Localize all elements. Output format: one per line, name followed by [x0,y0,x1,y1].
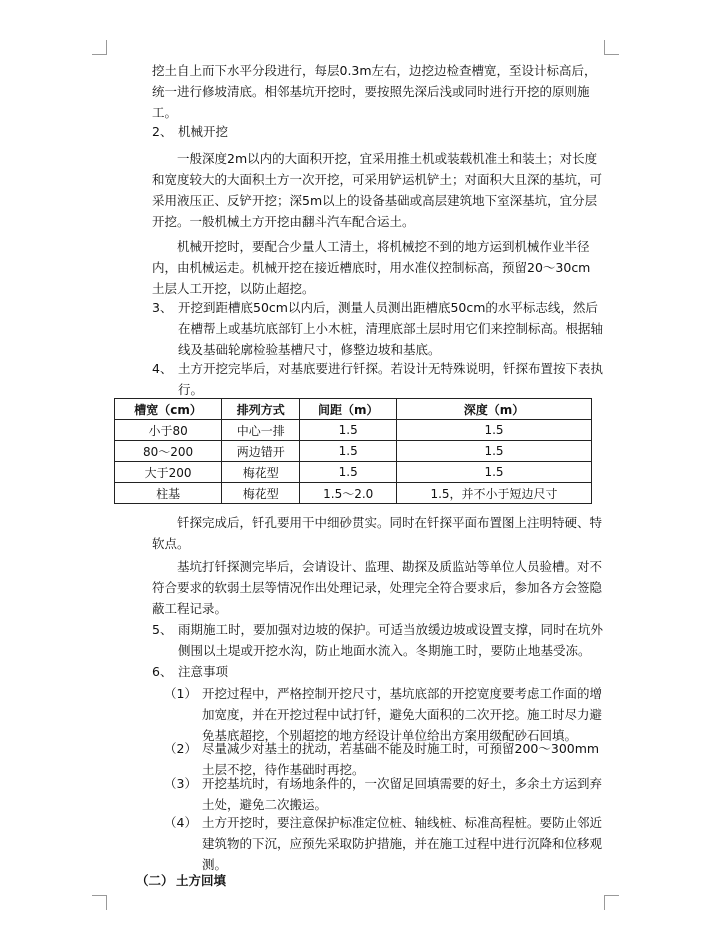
item-6-number: 6、 [152,664,173,679]
section-heading: 土方回填 [176,873,227,888]
table-cell: 小于80 [115,420,222,441]
table-cell: 梅花型 [222,462,300,483]
note-4-number: （4） [164,815,197,830]
crop-mark-top-left [92,40,107,55]
intro-paragraph: 挖土自上而下水平分段进行，每层0.3m左右，边挖边检查槽宽，至设计标高后，统一进行修坡清底。相邻基坑开挖时，要按照先深后浅或同时进行开挖的原则施工。 [152,63,597,120]
note-2-text: 尽量减少对基土的扰动，若基础不能及时施工时，可预留200～300mm土层不挖，待作基础时再挖。 [202,741,600,777]
crop-mark-bottom-left [92,895,107,910]
table-cell: 1.5 [397,462,592,483]
table-cell: 1.5～2.0 [300,483,397,504]
item-5-text: 雨期施工时，要加强对边坡的保护。可适当放缓边坡或设置支撑，同时在坑外侧围以土堤或开挖水沟，防止地面水流入。冬期施工时，要防止地基受冻。 [178,622,604,658]
table-cell: 1.5 [397,441,592,462]
item-3-text: 开挖到距槽底50cm以内后，测量人员测出距槽底50cm的水平标志线，然后在槽帮上或基坑底部钉上小木桩，清理底部土层时用它们来控制标高。根据轴线及基础轮廓检验基槽尺寸，修整边坡和基底。 [178,300,604,357]
note-1-number: （1） [164,686,197,701]
table-cell: 梅花型 [222,483,300,504]
table-row [115,483,592,504]
mech-paragraph-2: 机械开挖时，要配合少量人工清土，将机械挖不到的地方运到机械作业半径内，由机械运走。机械开挖在接近槽底时，用水准仪控制标高，预留20～30cm土层人工开挖，以防止超挖。 [152,239,591,296]
item-6-heading: 注意事项 [178,664,229,679]
table-cell: 80～200 [115,441,222,462]
item-5-number: 5、 [152,622,173,637]
note-3-text: 开挖基坑时，有场地条件的，一次留足回填需要的好土，多余土方运到弃土处，避免二次搬运。 [202,776,603,812]
table-cell: 两边错开 [222,441,300,462]
table-row [115,441,592,462]
note-4-text: 土方开挖时，要注意保护标准定位桩、轴线桩、标准高程桩。要防止邻近建筑物的下沉，应预先采取防护措施，并在施工过程中进行沉降和位移观测。 [202,815,603,872]
table-cell: 1.5 [397,420,592,441]
note-1-text: 开挖过程中，严格控制开挖尺寸，基坑底部的开挖宽度要考虑工作面的增加宽度，并在开挖过程中试打钎，避免大面积的二次开挖。施工时尽力避免基底超挖，个别超挖的地方经设计单位给出方案用级配砂石回填。 [202,686,603,743]
table-header-cell: 槽宽（cm） [115,399,222,420]
crop-mark-bottom-right [604,895,619,910]
table-header-row [115,399,592,420]
table-header-cell: 排列方式 [222,399,300,420]
item-4-text: 土方开挖完毕后，对基底要进行钎探。若设计无特殊说明，钎探布置按下表执行。 [178,361,604,397]
table-cell: 1.5，并不小于短边尺寸 [397,483,592,504]
item-2-number: 2、 [152,124,173,139]
mech-paragraph-1: 一般深度2m以内的大面积开挖，宜采用推土机或装载机准土和装土；对长度和宽度较大的大面积土方一次开挖，可采用铲运机铲土；对面积大且深的基坑，可采用液压正、反铲开挖；深5m以上的设备基础或高层建筑地下室深基坑，宜分层开挖。一般机械土方开挖由翻斗汽车配合运土。 [152,151,603,229]
probe-layout-table [114,398,592,504]
crop-mark-top-right [604,40,619,55]
note-3-number: （3） [164,776,197,791]
table-cell: 1.5 [300,420,397,441]
note-2-number: （2） [164,741,197,756]
table-cell: 中心一排 [222,420,300,441]
table-row [115,462,592,483]
item-3-number: 3、 [152,300,173,315]
table-header-cell: 间距（m） [300,399,397,420]
table-cell: 柱基 [115,483,222,504]
section-number: （二） [136,873,174,888]
table-row [115,420,592,441]
table-cell: 1.5 [300,462,397,483]
table-cell: 大于200 [115,462,222,483]
item-2-heading: 机械开挖 [178,124,229,139]
item-4-number: 4、 [152,361,173,376]
table-cell: 1.5 [300,441,397,462]
after-table-paragraph-1: 钎探完成后，钎孔要用干中细砂贯实。同时在钎探平面布置图上注明特硬、特软点。 [152,515,603,551]
table-header-cell: 深度（m） [397,399,592,420]
after-table-paragraph-2: 基坑打钎探测完毕后，会请设计、监理、勘探及质监站等单位人员验槽。对不符合要求的软弱土层等情况作出处理记录，处理完全符合要求后，参加各方会签隐蔽工程记录。 [152,559,603,616]
